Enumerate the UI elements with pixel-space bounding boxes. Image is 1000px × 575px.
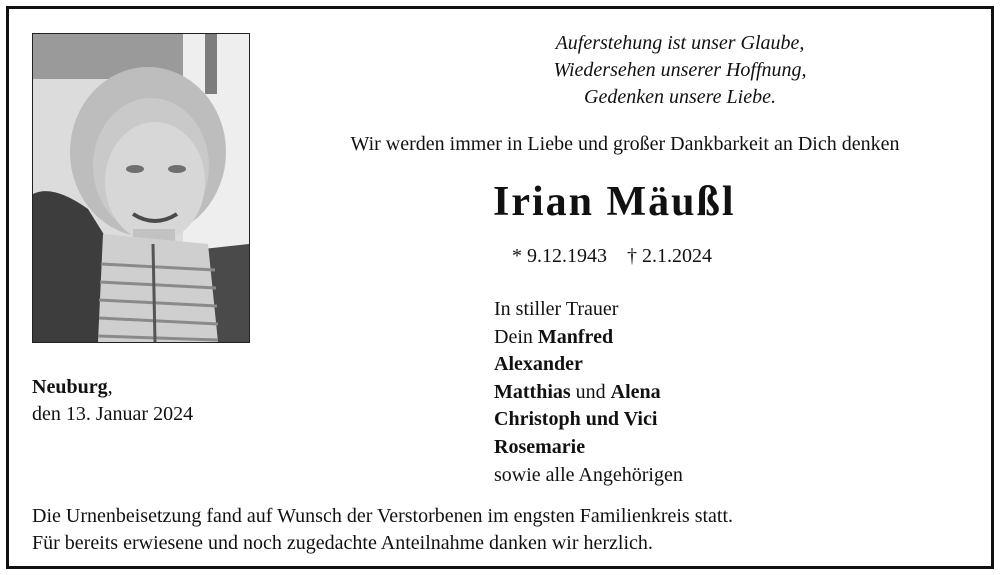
notice-line: Für bereits erwiesene und noch zugedachte Anteilnahme danken wir herzlich.	[32, 532, 653, 554]
poem-line: Wiedersehen unserer Hoffnung,	[553, 59, 807, 81]
place-line	[32, 374, 193, 401]
place-city: Neuburg	[32, 376, 108, 398]
place-comma: ,	[107, 376, 113, 398]
dedication-text: Wir werden immer in Liebe und großer Dankbarkeit an Dich denken	[350, 133, 900, 155]
mourners-closing: sowie alle Angehörigen	[494, 463, 683, 486]
mourner-line	[494, 379, 683, 407]
portrait-photo	[32, 33, 250, 343]
mourner-name: Christoph und Vici	[494, 408, 658, 431]
mourner-name: Manfred	[537, 325, 614, 348]
notice-line: Die Urnenbeisetzung fand auf Wunsch der Verstorbenen im engsten Familienkreis statt.	[32, 505, 734, 527]
mourners-intro: In stiller Trauer	[494, 298, 619, 320]
announcement-date: den 13. Januar 2024	[32, 403, 194, 425]
life-dates	[512, 245, 712, 268]
deceased-name: Irian Mäußl	[493, 179, 736, 225]
mourner-name: Alena	[610, 380, 661, 403]
mourners-list	[494, 296, 683, 489]
mourner-name: Rosemarie	[494, 435, 586, 458]
mourner-joiner: und	[570, 380, 611, 403]
mourner-prefix: Dein	[494, 325, 538, 348]
death-date: † 2.1.2024	[627, 245, 712, 267]
poem-line: Auferstehung ist unser Glaube,	[555, 32, 805, 54]
poem	[380, 30, 980, 111]
poem-line: Gedenken unsere Liebe.	[584, 86, 776, 108]
funeral-notice	[32, 503, 733, 557]
mourner-line	[494, 324, 683, 352]
birth-date: * 9.12.1943	[512, 245, 607, 267]
mourner-name: Alexander	[494, 353, 583, 376]
mourner-name: Matthias	[494, 380, 571, 403]
place-and-date	[32, 374, 193, 428]
